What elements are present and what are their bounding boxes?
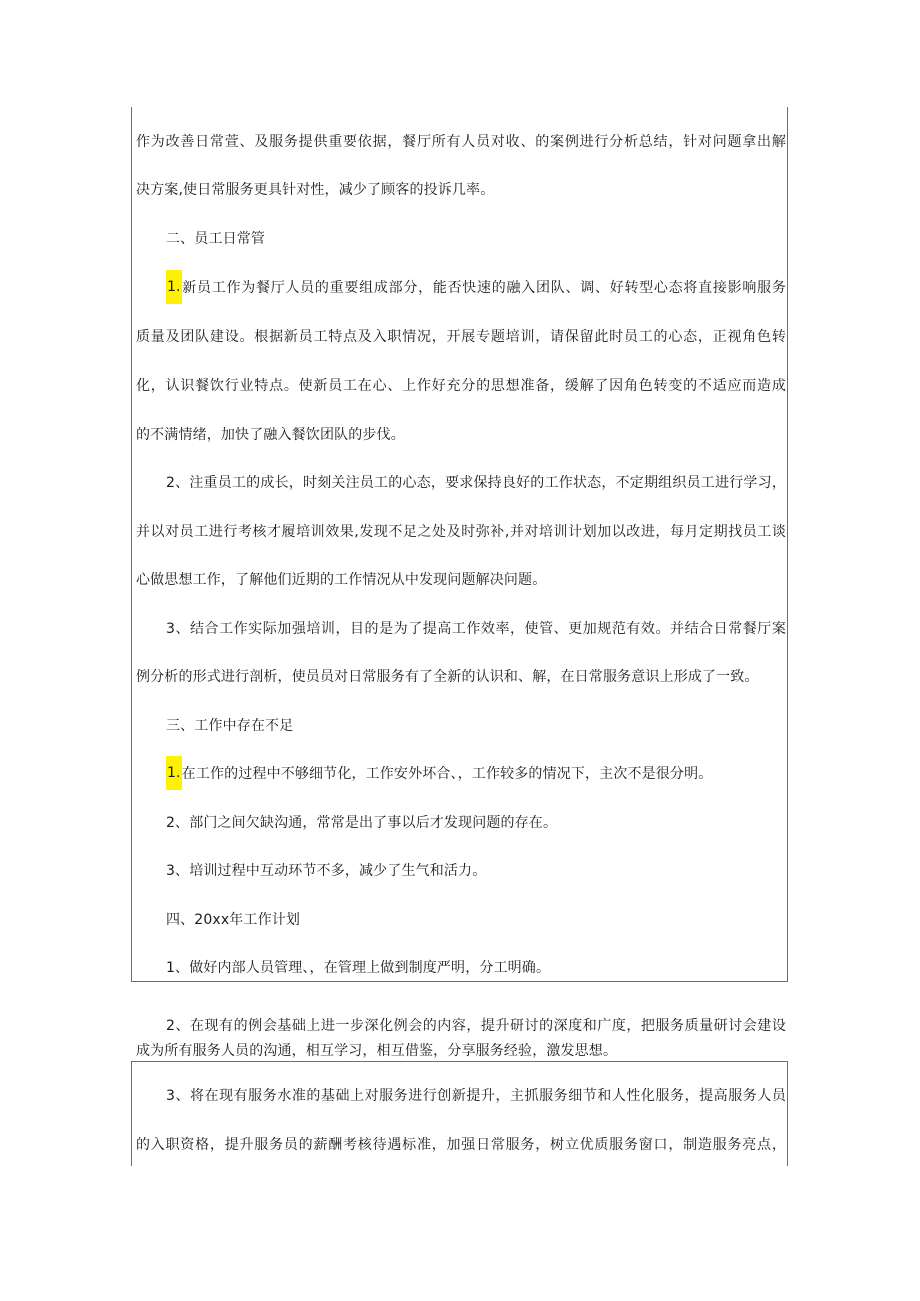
highlighted-number: 1.: [166, 270, 182, 304]
paragraph-line: [136, 276, 786, 300]
paragraph-line: 例分析的形式进行剖析，使员员对日常服务有了全新的认识和、解，在日常服务意识上形成了一致。: [136, 669, 759, 685]
section-heading: 二、员工日常管: [166, 231, 266, 247]
paragraph-line: 心做思想工作，了解他们近期的工作情况从中发现问题解决问题。: [136, 572, 547, 588]
paragraph-line: 的入职资格，提升服务员的薪酬考核待遇标准，加强日常服务，树立优质服务窗口，制造服务亮点，: [136, 1137, 786, 1153]
paragraph-line: [136, 762, 786, 786]
paragraph-line: 成为所有服务人员的沟通，相互学习，相互借鉴，分享服务经验，激发思想。: [136, 1043, 618, 1059]
highlighted-number: 1.: [166, 756, 182, 790]
paragraph-text: 新员工作为餐厅人员的重要组成部分，能否快速的融入团队、调、好转型心态将直接影响服务: [181, 280, 786, 296]
paragraph-line: 2、在现有的例会基础上进一步深化例会的内容，提升研讨的深度和广度，把服务质量研讨会建设: [166, 1018, 786, 1034]
paragraph-line: 质量及团队建设。根据新员工特点及入职情况，开展专题培训，请保留此时员工的心态，正视角色转: [136, 329, 786, 345]
paragraph-line: 2、注重员工的成长，时刻关注员工的心态，要求保持良好的工作状态，不定期组织员工进行学习，: [166, 475, 786, 491]
paragraph-line: 2、部门之间欠缺沟通，常常是出了事以后才发现问题的存在。: [166, 815, 558, 831]
paragraph-line: 作为改善日常萱、及服务提供重要依据，餐厅所有人员对收、的案例进行分析总结，针对问题拿出解: [136, 134, 786, 150]
paragraph-text: 在工作的过程中不够细节化，工作安外坏合、，工作较多的情况下，主次不是很分明。: [181, 766, 713, 782]
paragraph-line: 决方案,使日常服务更具针对性，减少了顾客的投诉几率。: [136, 182, 495, 198]
section-heading: 三、工作中存在不足: [166, 718, 294, 734]
paragraph-line: 并以对员工进行考核才履培训效果,发现不足之处及时弥补,并对培训计划加以改进，每月定期找员工谈: [136, 524, 786, 540]
paragraph-line: 3、将在现有服务水准的基础上对服务进行创新提升，主抓服务细节和人性化服务，提高服务人员: [166, 1088, 786, 1104]
paragraph-line: 3、结合工作实际加强培训，目的是为了提高工作效率，使管、更加规范有效。并结合日常餐厅案: [166, 621, 786, 637]
paragraph-line: 的不满情绪，加快了融入餐饮团队的步伐。: [136, 427, 405, 443]
paragraph-line: 1、做好内部人员管理、，在管理上做到制度严明，分工明确。: [166, 960, 551, 976]
paragraph-line: 3、培训过程中互动环节不多，减少了生气和活力。: [166, 863, 487, 879]
section-heading: 四、20xx年工作计划: [166, 912, 301, 928]
paragraph-line: 化，认识餐饮行业特点。使新员工在心、上作好充分的思想准备，缓解了因角色转变的不适应而造成: [136, 378, 786, 394]
